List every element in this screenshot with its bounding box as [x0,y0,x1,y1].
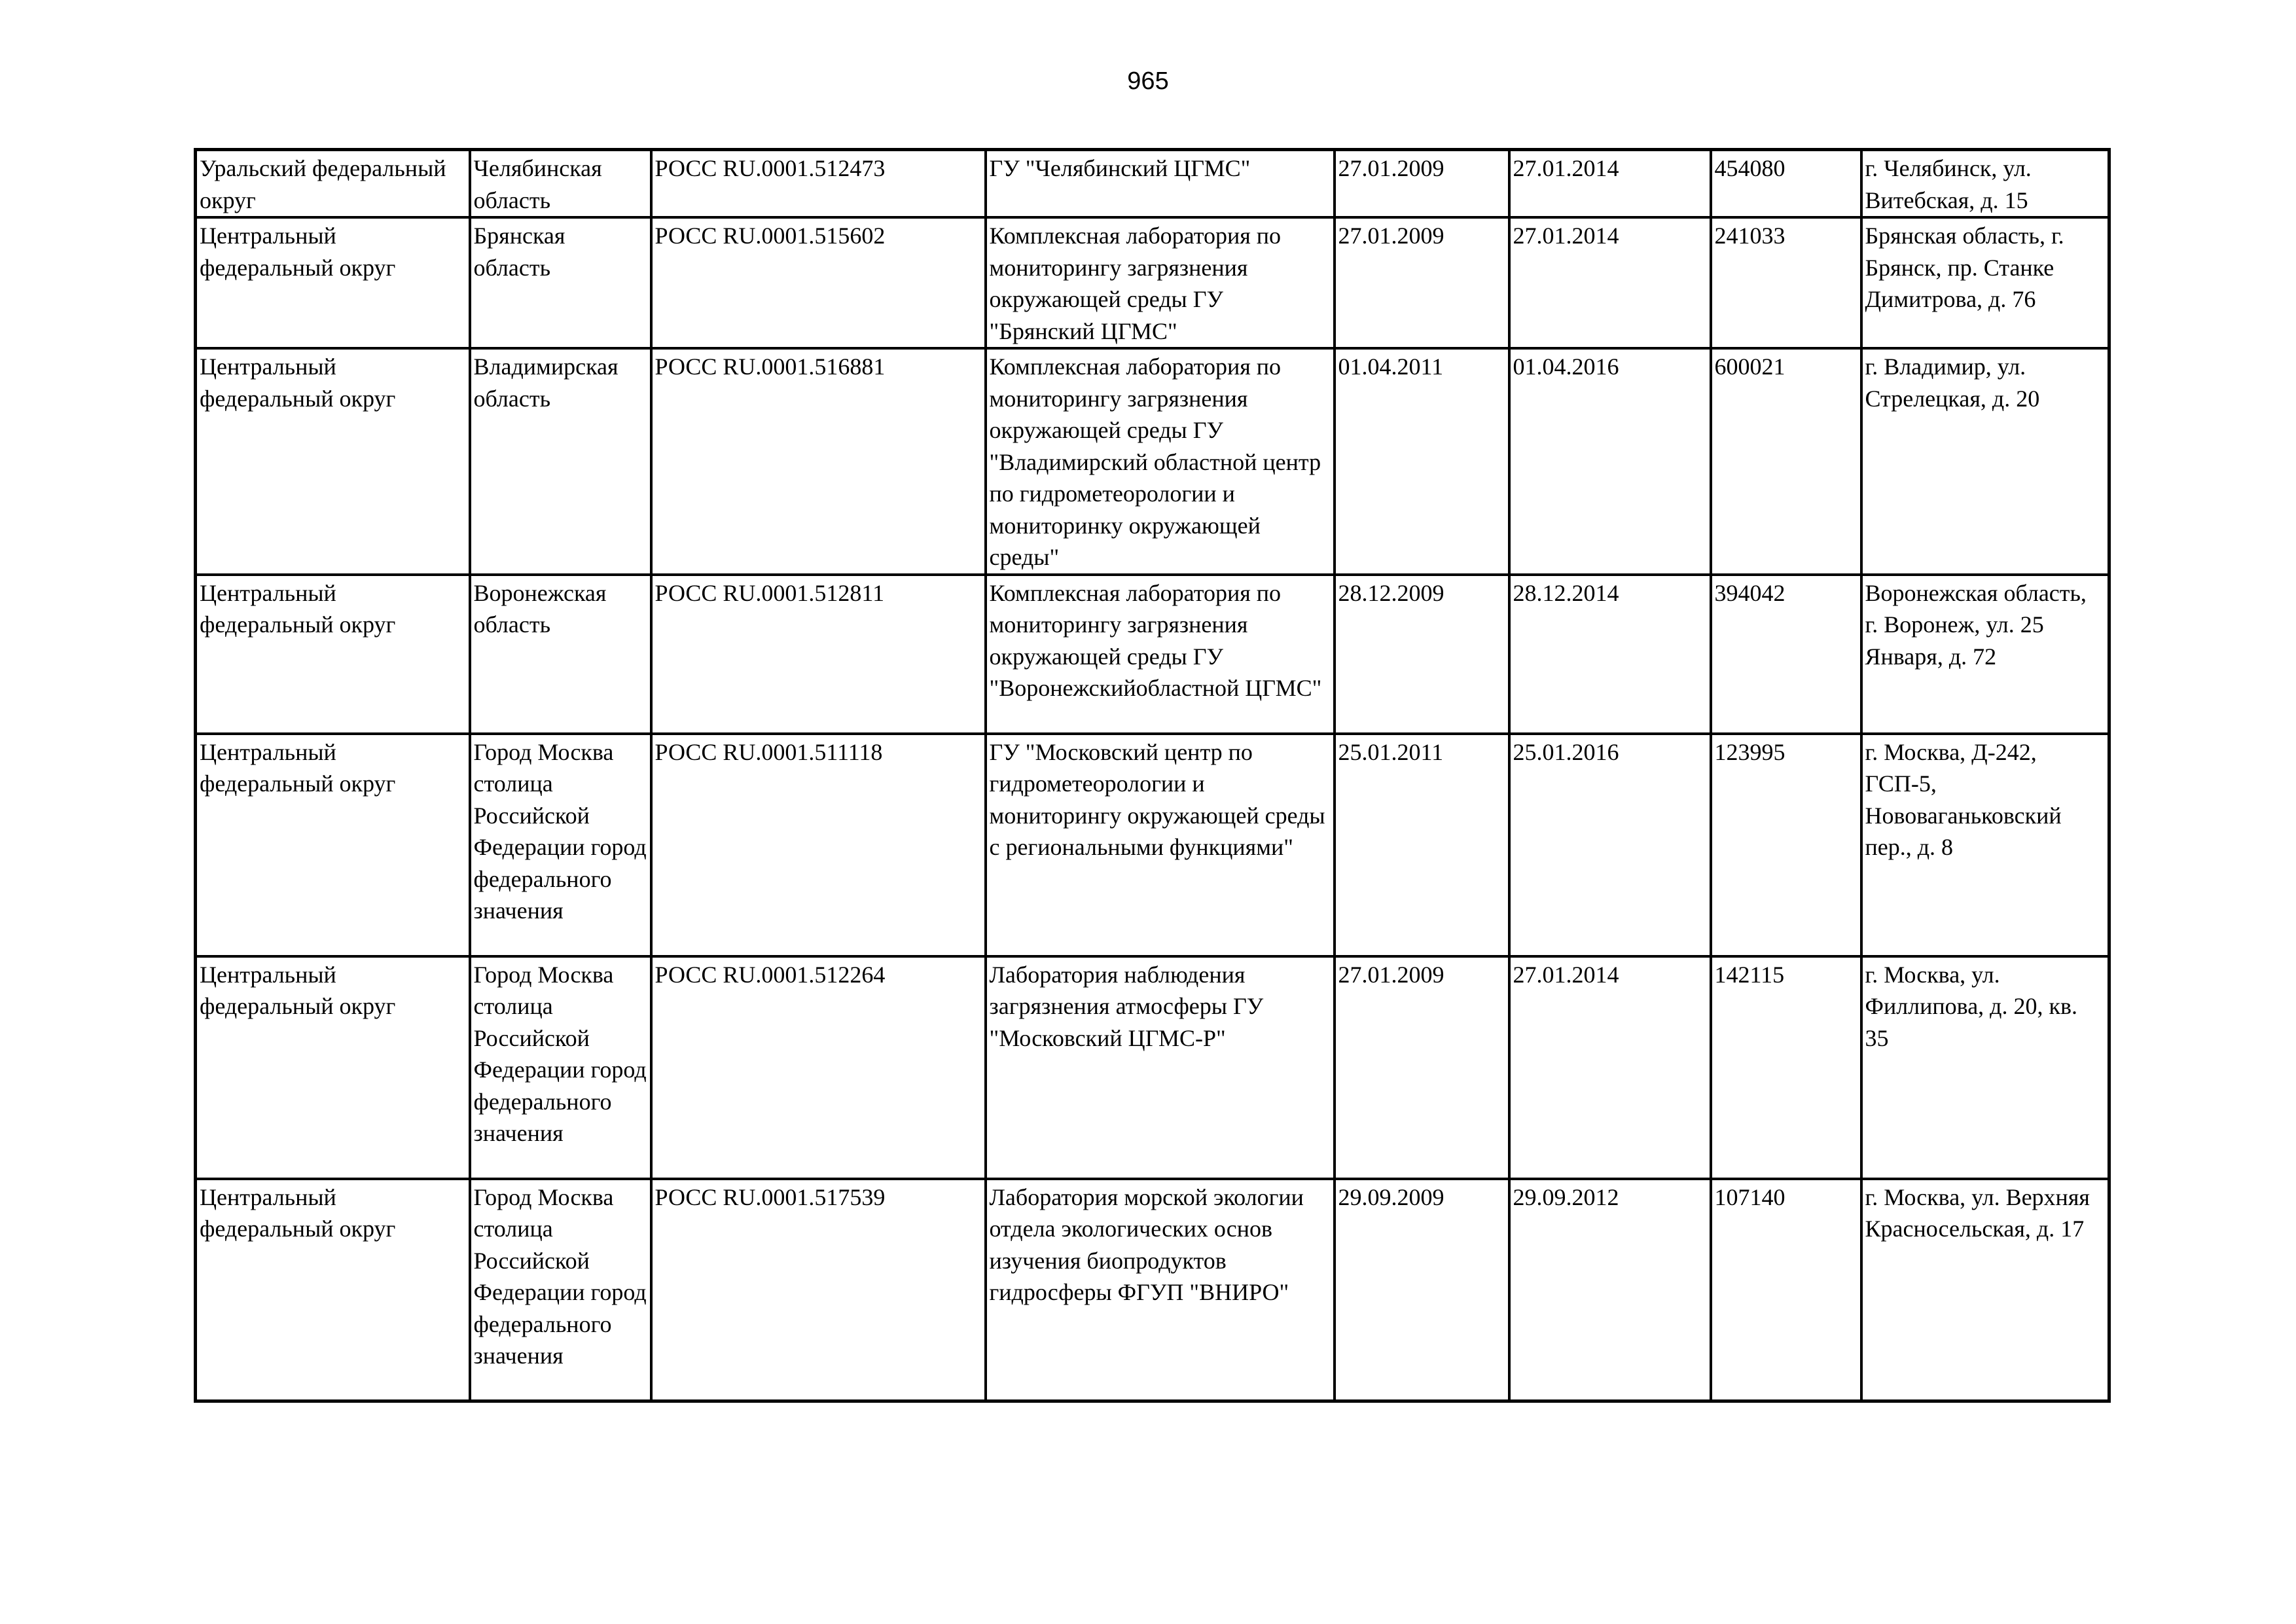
district-cell: Центральный федеральный округ [196,217,470,348]
date-from-cell: 01.04.2011 [1335,348,1509,575]
date-from-cell: 27.01.2009 [1335,150,1509,218]
table-row [196,217,2109,348]
district-cell: Центральный федеральный округ [196,734,470,956]
date-from-cell: 27.01.2009 [1335,956,1509,1179]
region-cell: Город Москва столица Российской Федерации город федерального значения [470,956,651,1179]
district-cell: Центральный федеральный округ [196,956,470,1179]
organization-cell: ГУ "Челябинский ЦГМС" [986,150,1335,218]
postcode-cell: 123995 [1711,734,1861,956]
certificate-cell: РОСС RU.0001.517539 [651,1179,986,1401]
table-row [196,734,2109,956]
table-row [196,348,2109,575]
region-cell: Владимирская область [470,348,651,575]
organization-cell: ГУ "Московский центр по гидрометеорологии и мониторингу окружающей среды с региональными функциями" [986,734,1335,956]
registry-table [194,148,2111,1403]
region-cell: Город Москва столица Российской Федерации город федерального значения [470,1179,651,1401]
organization-cell: Комплексная лаборатория по мониторингу загрязнения окружающей среды ГУ "Владимирский областной центр по гидрометеорологии и мониторинку окружающей среды" [986,348,1335,575]
date-from-cell: 28.12.2009 [1335,575,1509,734]
date-to-cell: 27.01.2014 [1509,217,1711,348]
district-cell: Центральный федеральный округ [196,575,470,734]
date-from-cell: 27.01.2009 [1335,217,1509,348]
district-cell: Уральский федеральный округ [196,150,470,218]
date-to-cell: 01.04.2016 [1509,348,1711,575]
table-row [196,956,2109,1179]
date-to-cell: 29.09.2012 [1509,1179,1711,1401]
address-cell: г. Владимир, ул. Стрелецкая, д. 20 [1861,348,2109,575]
table-row [196,150,2109,218]
organization-cell: Комплексная лаборатория по мониторингу загрязнения окружающей среды ГУ "Брянский ЦГМС" [986,217,1335,348]
address-cell: г. Москва, ул. Филлипова, д. 20, кв. 35 [1861,956,2109,1179]
certificate-cell: РОСС RU.0001.516881 [651,348,986,575]
address-cell: г. Москва, Д-242, ГСП-5, Нововаганьковский пер., д. 8 [1861,734,2109,956]
certificate-cell: РОСС RU.0001.512811 [651,575,986,734]
region-cell: Город Москва столица Российской Федерации город федерального значения [470,734,651,956]
district-cell: Центральный федеральный округ [196,348,470,575]
certificate-cell: РОСС RU.0001.512473 [651,150,986,218]
address-cell: г. Челябинск, ул. Витебская, д. 15 [1861,150,2109,218]
certificate-cell: РОСС RU.0001.515602 [651,217,986,348]
region-cell: Воронежская область [470,575,651,734]
organization-cell: Комплексная лаборатория по мониторингу загрязнения окружающей среды ГУ "Воронежскийобластной ЦГМС" [986,575,1335,734]
date-to-cell: 25.01.2016 [1509,734,1711,956]
postcode-cell: 600021 [1711,348,1861,575]
address-cell: Воронежская область, г. Воронеж, ул. 25 Января, д. 72 [1861,575,2109,734]
organization-cell: Лаборатория наблюдения загрязнения атмосферы ГУ "Московский ЦГМС-Р" [986,956,1335,1179]
address-cell: Брянская область, г. Брянск, пр. Станке Димитрова, д. 76 [1861,217,2109,348]
postcode-cell: 142115 [1711,956,1861,1179]
address-cell: г. Москва, ул. Верхняя Красносельская, д. 17 [1861,1179,2109,1401]
region-cell: Челябинская область [470,150,651,218]
date-from-cell: 29.09.2009 [1335,1179,1509,1401]
table-row [196,1179,2109,1401]
date-to-cell: 28.12.2014 [1509,575,1711,734]
page-number: 965 [1127,67,1169,95]
date-from-cell: 25.01.2011 [1335,734,1509,956]
date-to-cell: 27.01.2014 [1509,956,1711,1179]
region-cell: Брянская область [470,217,651,348]
date-to-cell: 27.01.2014 [1509,150,1711,218]
organization-cell: Лаборатория морской экологии отдела экологических основ изучения биопродуктов гидросферы ФГУП "ВНИРО" [986,1179,1335,1401]
certificate-cell: РОСС RU.0001.511118 [651,734,986,956]
certificate-cell: РОСС RU.0001.512264 [651,956,986,1179]
district-cell: Центральный федеральный округ [196,1179,470,1401]
postcode-cell: 454080 [1711,150,1861,218]
postcode-cell: 241033 [1711,217,1861,348]
postcode-cell: 107140 [1711,1179,1861,1401]
table-row [196,575,2109,734]
postcode-cell: 394042 [1711,575,1861,734]
